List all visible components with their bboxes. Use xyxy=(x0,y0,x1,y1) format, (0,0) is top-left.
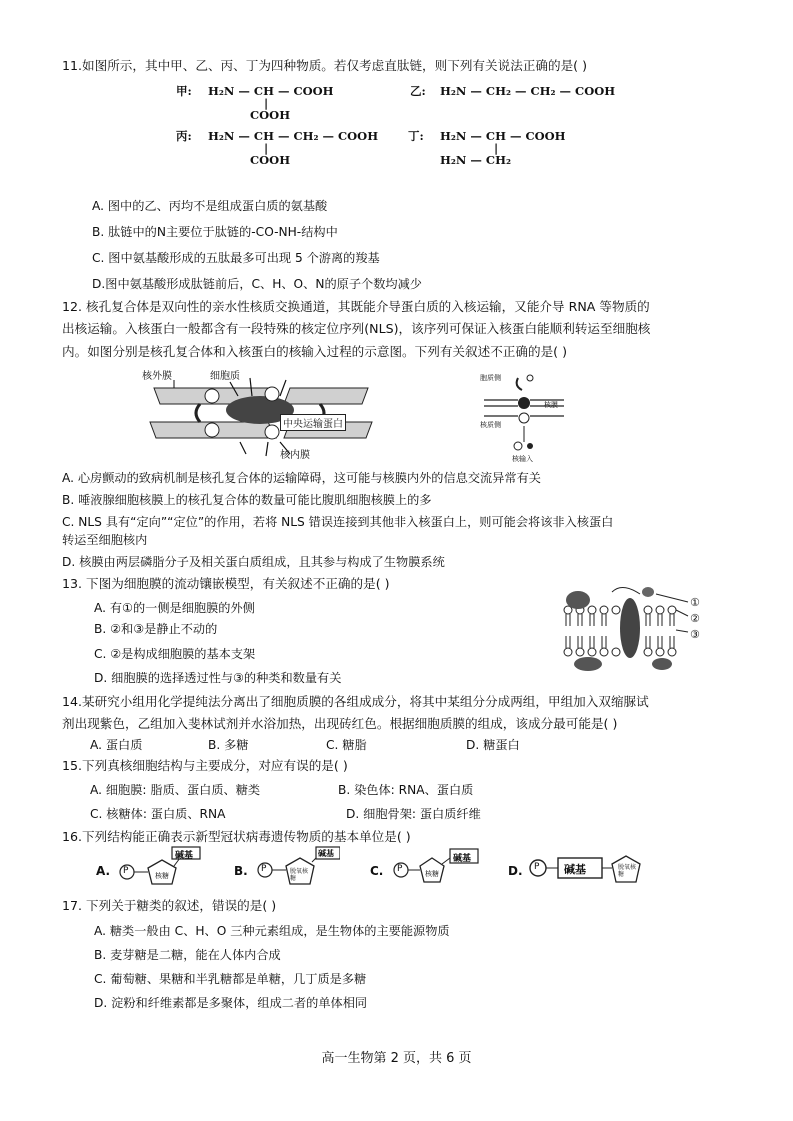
q14-option-b: B. 多糖 xyxy=(208,738,249,752)
sugar-label: 核糖 xyxy=(425,870,439,878)
q16-stem: 16.下列结构能正确表示新型冠状病毒遗传物质的基本单位是( ) xyxy=(62,829,411,844)
q15-option-c: C. 核糖体: 蛋白质、RNA xyxy=(90,807,226,821)
q16-option-a xyxy=(118,846,202,890)
q12-option-c: C. NLS 具有“定向”“定位”的作用，若将 NLS 错误连接到其他非入核蛋白上，则可能会将该非入核蛋白 xyxy=(62,515,614,529)
q14-option-a: A. 蛋白质 xyxy=(90,738,143,752)
q15-option-d: D. 细胞骨架: 蛋白质纤维 xyxy=(346,807,481,821)
label-cytoplasm: 细胞质 xyxy=(210,371,240,382)
q12-option-a: A. 心房颤动的致病机制是核孔复合体的运输障碍，这可能与核膜内外的信息交流异常有关 xyxy=(62,471,541,485)
nuclear-import-figure xyxy=(474,366,574,462)
formula-jia-label: 甲: xyxy=(176,84,192,98)
label-inner-membrane: 核内膜 xyxy=(280,450,310,461)
marker-2: ② xyxy=(690,612,700,625)
q17-option-d: D. 淀粉和纤维素都是多聚体，组成二者的单体相同 xyxy=(94,996,368,1010)
phosphate-label: P xyxy=(261,864,267,874)
label-nucleoplasm-side: 核质侧 xyxy=(480,421,501,429)
phosphate-label: P xyxy=(123,866,129,876)
marker-1: ① xyxy=(690,596,700,609)
formula-jia-main: H₂N — CH — COOH xyxy=(208,84,334,98)
q14-option-c: C. 糖脂 xyxy=(326,738,367,752)
sugar-label: 脱氧核糖 xyxy=(618,864,637,878)
q16-option-c-letter: C. xyxy=(370,864,384,878)
label-nuclear-membrane: 核膜 xyxy=(544,401,558,409)
formula-bing-main: H₂N — CH — CH₂ — COOH xyxy=(208,129,379,143)
q12-stem-line3: 内。如图分别是核孔复合体和入核蛋白的核输入过程的示意图。下列有关叙述不正确的是( ) xyxy=(62,344,567,359)
base-label: 碱基 xyxy=(564,863,586,876)
formula-bing-label: 丙: xyxy=(176,129,192,143)
label-central-transport-protein: 中央运输蛋白 xyxy=(280,414,346,431)
q12-option-d: D. 核膜由两层磷脂分子及相关蛋白质组成，且其参与构成了生物膜系统 xyxy=(62,555,445,569)
q11-option-c: C. 图中氨基酸形成的五肽最多可出现 5 个游离的羧基 xyxy=(92,251,380,265)
q11-option-b: B. 肽链中的N主要位于肽链的-CO-NH-结构中 xyxy=(92,225,338,239)
q13-option-a: A. 有①的一侧是细胞膜的外侧 xyxy=(94,601,255,615)
formula-ding-label: 丁: xyxy=(408,129,424,143)
formula-yi-label: 乙: xyxy=(410,84,426,98)
fluid-mosaic-figure xyxy=(552,580,712,674)
phosphate-label: P xyxy=(534,862,540,872)
formula-yi-main: H₂N — CH₂ — CH₂ — COOH xyxy=(440,84,616,98)
q11-stem: 11.如图所示，其中甲、乙、丙、丁为四种物质。若仅考虑直肽链，则下列有关说法正确的是( ) xyxy=(62,58,588,73)
q12-option-c-cont: 转运至细胞核内 xyxy=(62,533,148,547)
q13-option-c: C. ②是构成细胞膜的基本支架 xyxy=(94,647,256,661)
q16-option-d xyxy=(528,850,644,890)
q12-stem-line2: 出核运输。入核蛋白一般都含有一段特殊的核定位序列(NLS)，该序列可保证入核蛋白能顺利转运至细胞核 xyxy=(62,321,651,336)
q13-option-b: B. ②和③是静止不动的 xyxy=(94,622,218,636)
q16-option-c xyxy=(392,846,492,890)
label-outer-membrane: 核外膜 xyxy=(142,371,172,382)
formula-ding-branch: H₂N — CH₂ xyxy=(440,153,511,167)
q16-option-a-letter: A. xyxy=(96,864,111,878)
q15-stem: 15.下列真核细胞结构与主要成分，对应有误的是( ) xyxy=(62,758,348,773)
q11-option-a: A. 图中的乙、丙均不是组成蛋白质的氨基酸 xyxy=(92,199,328,213)
q15-option-b: B. 染色体: RNA、蛋白质 xyxy=(338,783,474,797)
label-nuclear-import: 核输入 xyxy=(512,455,533,463)
label-cytoplasm-side: 胞质侧 xyxy=(480,374,501,382)
q17-option-b: B. 麦芽糖是二糖，能在人体内合成 xyxy=(94,948,281,962)
sugar-label: 脱氧核糖 xyxy=(290,868,309,882)
sugar-label: 核糖 xyxy=(155,872,169,880)
base-label: 碱基 xyxy=(453,854,472,864)
page-footer: 高一生物第 2 页，共 6 页 xyxy=(321,1051,472,1066)
formula-bing-branch: COOH xyxy=(250,153,291,167)
formula-ding-bond: | xyxy=(494,141,499,155)
q17-option-a: A. 糖类一般由 C、H、O 三种元素组成，是生物体的主要能源物质 xyxy=(94,924,450,938)
q16-option-b xyxy=(256,846,340,890)
nuclear-pore-figure xyxy=(140,366,380,462)
phosphate-label: P xyxy=(397,864,403,874)
q11-option-d: D.图中氨基酸形成肽链前后，C、H、O、N的原子个数均减少 xyxy=(92,277,422,291)
q13-stem: 13. 下图为细胞膜的流动镶嵌模型，有关叙述不正确的是( ) xyxy=(62,576,390,591)
nucleotide-c-diagram xyxy=(392,846,492,890)
q17-stem: 17. 下列关于糖类的叙述，错误的是( ) xyxy=(62,898,277,913)
q14-stem-line2: 剂出现紫色，乙组加入斐林试剂并水浴加热，出现砖红色。根据细胞质膜的组成，该成分最可能是( ) xyxy=(62,716,618,731)
formula-jia-bond: | xyxy=(264,96,269,110)
fluid-mosaic-diagram xyxy=(552,580,712,674)
formula-bing-bond: | xyxy=(264,141,269,155)
q13-option-d: D. 细胞膜的选择透过性与③的种类和数量有关 xyxy=(94,671,342,685)
base-label: 碱基 xyxy=(318,849,334,858)
q17-option-c: C. 葡萄糖、果糖和半乳糖都是单糖，几丁质是多糖 xyxy=(94,972,367,986)
q15-option-a: A. 细胞膜: 脂质、蛋白质、糖类 xyxy=(90,783,261,797)
base-label: 碱基 xyxy=(175,851,194,861)
marker-3: ③ xyxy=(690,628,700,641)
q16-option-b-letter: B. xyxy=(234,864,248,878)
q14-option-d: D. 糖蛋白 xyxy=(466,738,520,752)
q14-stem-line1: 14.某研究小组用化学提纯法分离出了细胞质膜的各组成成分，将其中某组分分成两组，甲组加入双缩脲试 xyxy=(62,694,649,709)
q12-option-b: B. 唾液腺细胞核膜上的核孔复合体的数量可能比腹肌细胞核膜上的多 xyxy=(62,493,432,507)
q12-stem-line1: 12. 核孔复合体是双向性的亲水性核质交换通道，其既能介导蛋白质的入核运输，又能介导 RNA 等物质的 xyxy=(62,299,650,314)
formula-ding-main: H₂N — CH — COOH xyxy=(440,129,566,143)
formula-jia-branch: COOH xyxy=(250,108,291,122)
q16-option-d-letter: D. xyxy=(508,864,523,878)
